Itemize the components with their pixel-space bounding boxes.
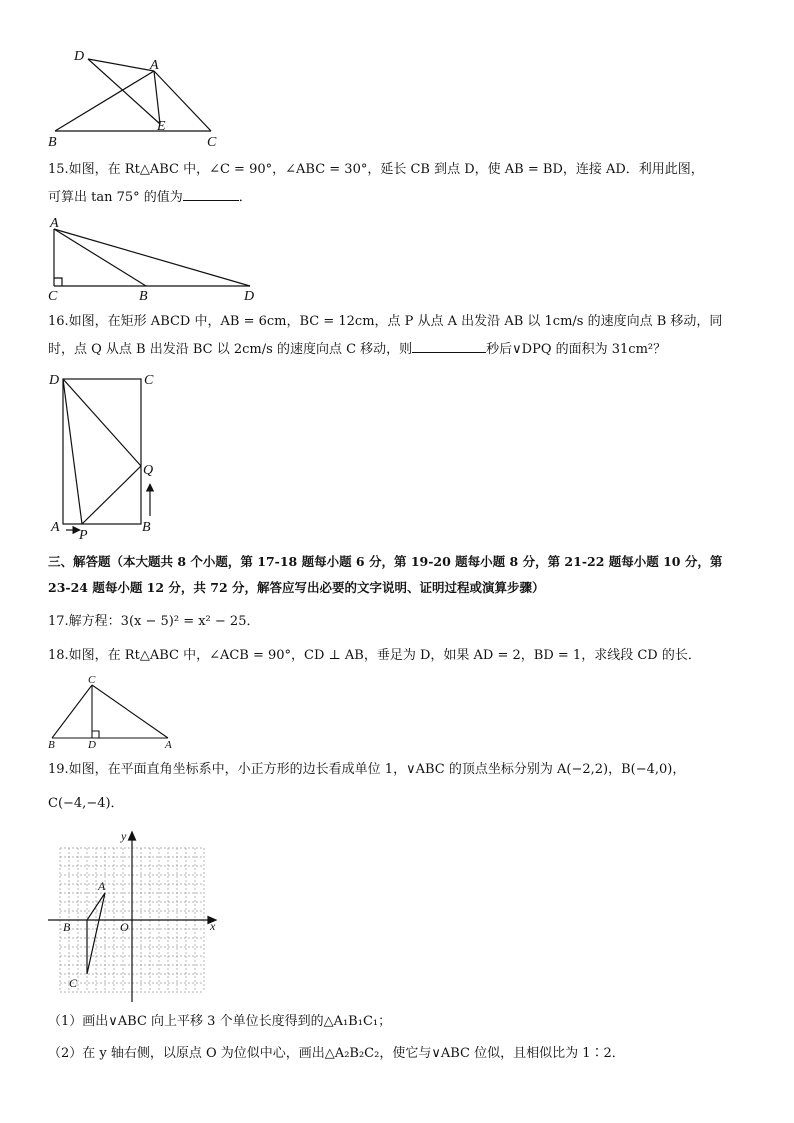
answer-blank-15[interactable] (183, 186, 239, 201)
q16-line2-pre: 时，点 Q 从点 B 出发沿 BC 以 2cm/s 的速度向点 C 移动，则 (48, 342, 413, 357)
q18-label-A: A (165, 739, 172, 751)
label-E: E (157, 119, 166, 134)
q15-line2-post: ． (238, 190, 252, 205)
q16-line2-post: 秒后∨DPQ 的面积为 31cm²？ (486, 342, 667, 357)
q16-label-B: B (142, 520, 151, 535)
q15-line2 (48, 186, 252, 208)
q19-sub2: （2）在 y 轴右侧，以原点 O 为位似中心，画出△A₂B₂C₂，使它与∨ABC 位似，且相似比为 1∶2． (48, 1046, 625, 1061)
label-A: A (150, 58, 159, 73)
label-B: B (48, 135, 57, 150)
q15-line2-pre: 可算出 tan 75° 的值为 (48, 190, 183, 205)
q18-label-B: B (48, 739, 55, 751)
q16-label-A: A (51, 520, 60, 535)
q19-label-C: C (69, 976, 78, 990)
q15-label-B: B (139, 289, 148, 304)
figure-q19-grid (44, 826, 224, 1008)
q19-label-x: x (210, 919, 216, 933)
answer-blank-16[interactable] (412, 338, 486, 353)
q16-label-C: C (144, 373, 154, 388)
q15-label-C: C (48, 289, 58, 304)
label-C: C (207, 135, 217, 150)
figure-q16-rectangle (40, 368, 170, 540)
figure-q15 (44, 214, 274, 304)
q16-label-Q: Q (143, 463, 154, 478)
section3-line1: 三、解答题（本大题共 8 个小题，第 17-18 题每小题 6 分，第 19-20 题每小题 8 分，第 21-22 题每小题 10 分，第 (48, 554, 723, 569)
q18-label-C: C (88, 674, 96, 686)
q16-label-P: P (79, 528, 88, 540)
q15-label-A: A (50, 216, 59, 231)
q15-line1: 15.如图，在 Rt△ABC 中，∠C = 90°，∠ABC = 30°，延长 CB 到点 D，使 AB = BD，连接 AD．利用此图， (48, 162, 704, 177)
label-D: D (74, 49, 85, 64)
q19-line2: C(−4,−4)． (48, 796, 124, 811)
q18-text: 18.如图，在 Rt△ABC 中，∠ACB = 90°，CD ⊥ AB，垂足为 D，如果 AD = 2，BD = 1，求线段 CD 的长． (48, 648, 701, 663)
q19-line1: 19.如图，在平面直角坐标系中，小正方形的边长看成单位 1，∨ABC 的顶点坐标分别为 A(−2,2)，B(−4,0)， (48, 762, 686, 777)
q16-line1: 16.如图，在矩形 ABCD 中，AB = 6cm，BC = 12cm，点 P 从点 A 出发沿 AB 以 1cm/s 的速度向点 B 移动，同 (48, 314, 723, 329)
q19-sub1: （1）画出∨ABC 向上平移 3 个单位长度得到的△A₁B₁C₁； (48, 1014, 392, 1029)
q17-text: 17.解方程：3(x − 5)² = x² − 25． (48, 614, 260, 629)
figure-q18 (44, 672, 184, 752)
q19-label-A: A (98, 879, 106, 893)
figure-top-triangles (40, 42, 240, 154)
q18-label-D: D (88, 739, 96, 751)
q16-label-D: D (49, 373, 60, 388)
q19-label-B: B (63, 920, 71, 934)
q19-label-O: O (120, 920, 129, 934)
q19-label-y: y (121, 829, 127, 843)
section3-line2: 23-24 题每小题 12 分，共 72 分，解答应写出必要的文字说明、证明过程或演算步骤） (48, 580, 545, 595)
q15-label-D: D (244, 289, 255, 304)
q16-line2 (48, 338, 666, 360)
